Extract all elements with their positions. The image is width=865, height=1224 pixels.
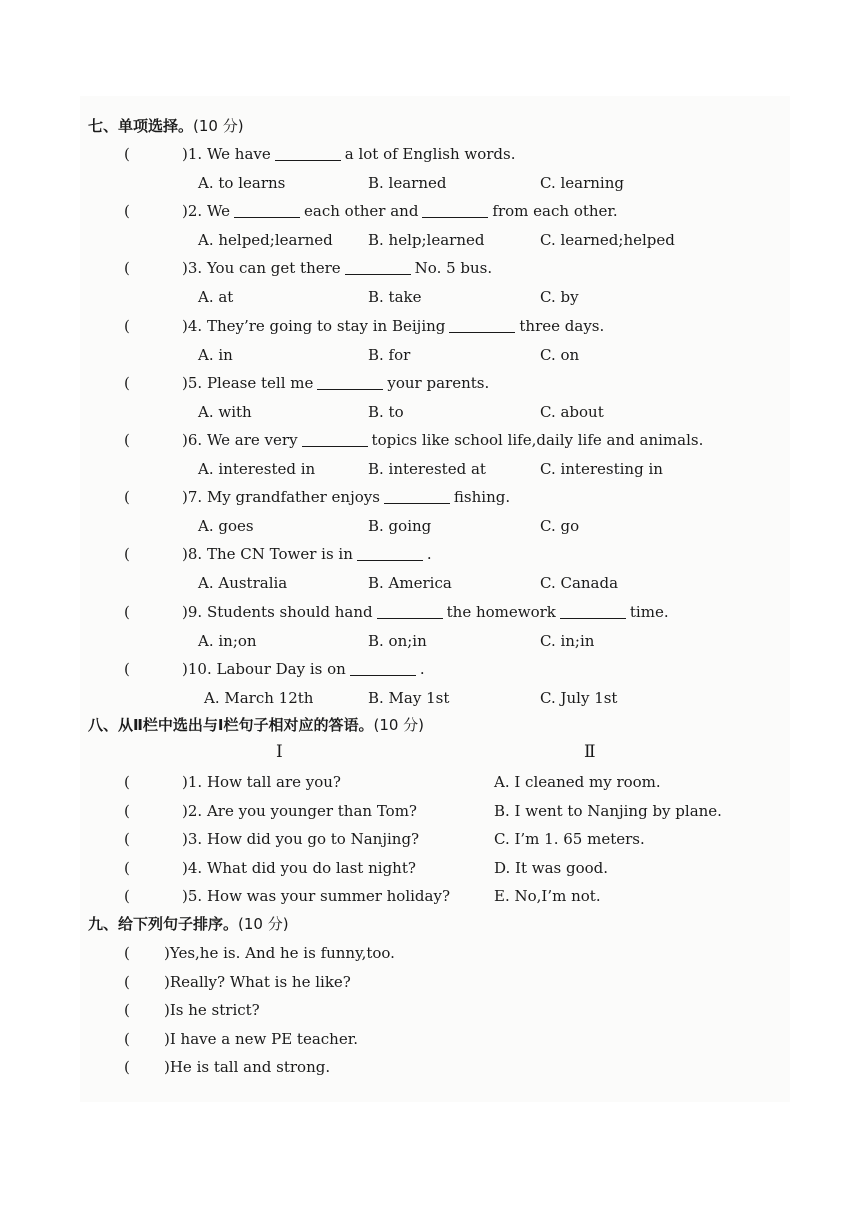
answer-blank[interactable]	[234, 203, 300, 218]
option-b[interactable]: B. May 1st	[368, 689, 450, 707]
option-b[interactable]: B. take	[368, 288, 422, 306]
question-text: Please tell me	[206, 374, 314, 392]
question-number: )9.	[182, 603, 203, 621]
question-text: .	[426, 545, 432, 563]
option-c[interactable]: C. learned;helped	[540, 231, 675, 249]
section-7-points: (10 分)	[193, 117, 244, 135]
section-7-title: 七、单项选择。	[88, 117, 194, 135]
paren-open: (	[124, 317, 130, 335]
question-text: You can get there	[206, 259, 341, 277]
question-text: time.	[629, 603, 669, 621]
question-line	[124, 373, 489, 393]
question-text: What did you do last night?	[206, 859, 416, 877]
paren-open: (	[124, 887, 130, 905]
question-text: We	[206, 202, 231, 220]
paren-open: (	[124, 1058, 130, 1076]
answer-blank[interactable]	[275, 146, 341, 161]
option-c[interactable]: C. by	[540, 288, 579, 306]
answer-paren[interactable]	[124, 858, 182, 878]
option-c[interactable]: C. about	[540, 403, 604, 421]
matching-row	[124, 801, 417, 821]
option-c[interactable]: C. July 1st	[540, 689, 618, 707]
option-b[interactable]: B. help;learned	[368, 231, 485, 249]
paren-open: (	[124, 802, 130, 820]
paren-open: (	[124, 603, 130, 621]
option-c[interactable]: C. go	[540, 517, 580, 535]
sentence-text: )Really? What is he like?	[164, 973, 351, 991]
ordering-item	[124, 1029, 358, 1049]
option-a[interactable]: A. with	[198, 403, 252, 421]
question-number: )1.	[182, 773, 203, 791]
question-number: )3.	[182, 259, 203, 277]
paren-open: (	[124, 545, 130, 563]
question-number: )10.	[182, 660, 212, 678]
question-line	[124, 487, 510, 507]
ordering-item	[124, 1000, 260, 1020]
ordering-item	[124, 972, 351, 992]
paren-open: (	[124, 488, 130, 506]
paren-open: (	[124, 1001, 130, 1019]
option-b[interactable]: B. going	[368, 517, 432, 535]
question-text: My grandfather enjoys	[206, 488, 380, 506]
paren-open: (	[124, 145, 130, 163]
sentence-text: )Yes,he is. And he is funny,too.	[164, 944, 395, 962]
answer-paren[interactable]	[124, 972, 164, 992]
section-8-title: 八、从Ⅱ栏中选出与Ⅰ栏句子相对应的答语。	[88, 716, 374, 734]
question-text: No. 5 bus.	[414, 259, 493, 277]
question-number: )4.	[182, 317, 203, 335]
option-a[interactable]: A. interested in	[198, 460, 316, 478]
question-text: a lot of English words.	[344, 145, 516, 163]
option-a[interactable]: A. in	[198, 346, 233, 364]
section-9-heading	[88, 914, 289, 934]
question-line	[124, 430, 703, 450]
question-line	[124, 659, 425, 679]
question-number: )2.	[182, 202, 203, 220]
answer-option[interactable]: A. I cleaned my room.	[494, 773, 661, 791]
answer-paren[interactable]	[124, 201, 182, 221]
question-number: )7.	[182, 488, 203, 506]
answer-paren[interactable]	[124, 1029, 164, 1049]
option-c[interactable]: C. on	[540, 346, 580, 364]
paren-open: (	[124, 1030, 130, 1048]
section-9-title: 九、给下列句子排序。	[88, 915, 239, 933]
question-line	[124, 602, 669, 622]
answer-blank[interactable]	[317, 375, 383, 390]
answer-paren[interactable]	[124, 943, 164, 963]
column-2-header: Ⅱ	[584, 742, 596, 762]
question-line	[124, 258, 492, 278]
paren-open: (	[124, 773, 130, 791]
question-text: Students should hand	[206, 603, 373, 621]
answer-option[interactable]: D. It was good.	[494, 859, 609, 877]
paren-open: (	[124, 830, 130, 848]
sentence-text: )He is tall and strong.	[164, 1058, 331, 1076]
answer-blank[interactable]	[377, 604, 443, 619]
answer-blank[interactable]	[384, 489, 450, 504]
option-a[interactable]: A. Australia	[198, 574, 288, 592]
matching-row	[124, 886, 450, 906]
question-text: They’re going to stay in Beijing	[206, 317, 446, 335]
option-b[interactable]: B. on;in	[368, 632, 427, 650]
question-line	[124, 144, 515, 164]
option-b[interactable]: B. America	[368, 574, 452, 592]
section-7-heading	[88, 116, 244, 136]
question-text: topics like school life,daily life and animals.	[371, 431, 704, 449]
question-number: )6.	[182, 431, 203, 449]
option-a[interactable]: A. at	[198, 288, 234, 306]
question-text: How tall are you?	[206, 773, 341, 791]
question-text: We have	[206, 145, 271, 163]
question-text: Are you younger than Tom?	[206, 802, 417, 820]
paren-open: (	[124, 202, 130, 220]
answer-paren[interactable]	[124, 544, 182, 564]
question-text: How did you go to Nanjing?	[206, 830, 420, 848]
option-a[interactable]: A. March 12th	[204, 689, 314, 707]
answer-blank[interactable]	[345, 260, 411, 275]
answer-option[interactable]: B. I went to Nanjing by plane.	[494, 802, 722, 820]
question-number: )5.	[182, 374, 203, 392]
question-text: Labour Day is on	[216, 660, 346, 678]
answer-option[interactable]: C. I’m 1. 65 meters.	[494, 830, 645, 848]
answer-option[interactable]: E. No,I’m not.	[494, 887, 601, 905]
option-c[interactable]: C. interesting in	[540, 460, 663, 478]
answer-paren[interactable]	[124, 430, 182, 450]
answer-paren[interactable]	[124, 602, 182, 622]
option-c[interactable]: C. Canada	[540, 574, 619, 592]
option-b[interactable]: B. for	[368, 346, 411, 364]
answer-blank[interactable]	[422, 203, 488, 218]
option-b[interactable]: B. learned	[368, 174, 447, 192]
question-text: three days.	[519, 317, 605, 335]
question-text: fishing.	[453, 488, 511, 506]
question-line	[124, 544, 432, 564]
answer-paren[interactable]	[124, 829, 182, 849]
question-number: )1.	[182, 145, 203, 163]
paren-open: (	[124, 944, 130, 962]
question-line	[124, 201, 618, 221]
ordering-item	[124, 1057, 330, 1077]
question-text: The CN Tower is in	[206, 545, 353, 563]
matching-row	[124, 772, 341, 792]
answer-paren[interactable]	[124, 144, 182, 164]
answer-paren[interactable]	[124, 659, 182, 679]
question-number: )2.	[182, 802, 203, 820]
sentence-text: )I have a new PE teacher.	[164, 1030, 359, 1048]
matching-row	[124, 829, 419, 849]
answer-paren[interactable]	[124, 487, 182, 507]
question-number: )4.	[182, 859, 203, 877]
question-text: We are very	[206, 431, 298, 449]
answer-blank[interactable]	[350, 661, 416, 676]
option-b[interactable]: B. interested at	[368, 460, 486, 478]
question-text: your parents.	[387, 374, 490, 392]
answer-blank[interactable]	[357, 546, 423, 561]
answer-blank[interactable]	[560, 604, 626, 619]
column-1-header: Ⅰ	[276, 742, 283, 762]
paren-open: (	[124, 859, 130, 877]
matching-row	[124, 858, 416, 878]
answer-blank[interactable]	[449, 318, 515, 333]
option-a[interactable]: A. goes	[198, 517, 254, 535]
question-number: )3.	[182, 830, 203, 848]
option-c[interactable]: C. learning	[540, 174, 624, 192]
answer-blank[interactable]	[302, 432, 368, 447]
option-b[interactable]: B. to	[368, 403, 404, 421]
answer-paren[interactable]	[124, 1057, 164, 1077]
section-8-points: (10 分)	[373, 716, 425, 734]
paren-open: (	[124, 259, 130, 277]
answer-paren[interactable]	[124, 258, 182, 278]
answer-paren[interactable]	[124, 772, 182, 792]
section-9-points: (10 分)	[238, 915, 289, 933]
question-text: from each other.	[492, 202, 618, 220]
question-text: .	[419, 660, 425, 678]
sentence-text: )Is he strict?	[164, 1001, 260, 1019]
paren-open: (	[124, 660, 130, 678]
option-a[interactable]: A. to learns	[198, 174, 286, 192]
question-number: )8.	[182, 545, 203, 563]
answer-paren[interactable]	[124, 886, 182, 906]
question-text: How was your summer holiday?	[206, 887, 450, 905]
option-a[interactable]: A. helped;learned	[198, 231, 333, 249]
answer-paren[interactable]	[124, 373, 182, 393]
answer-paren[interactable]	[124, 1000, 164, 1020]
question-number: )5.	[182, 887, 203, 905]
question-text: each other and	[304, 202, 419, 220]
ordering-item	[124, 943, 395, 963]
paren-open: (	[124, 374, 130, 392]
option-a[interactable]: A. in;on	[198, 632, 257, 650]
question-line	[124, 316, 604, 336]
question-text: the homework	[446, 603, 556, 621]
option-c[interactable]: C. in;in	[540, 632, 595, 650]
paren-open: (	[124, 431, 130, 449]
answer-paren[interactable]	[124, 801, 182, 821]
section-8-heading	[88, 715, 424, 735]
answer-paren[interactable]	[124, 316, 182, 336]
paren-open: (	[124, 973, 130, 991]
